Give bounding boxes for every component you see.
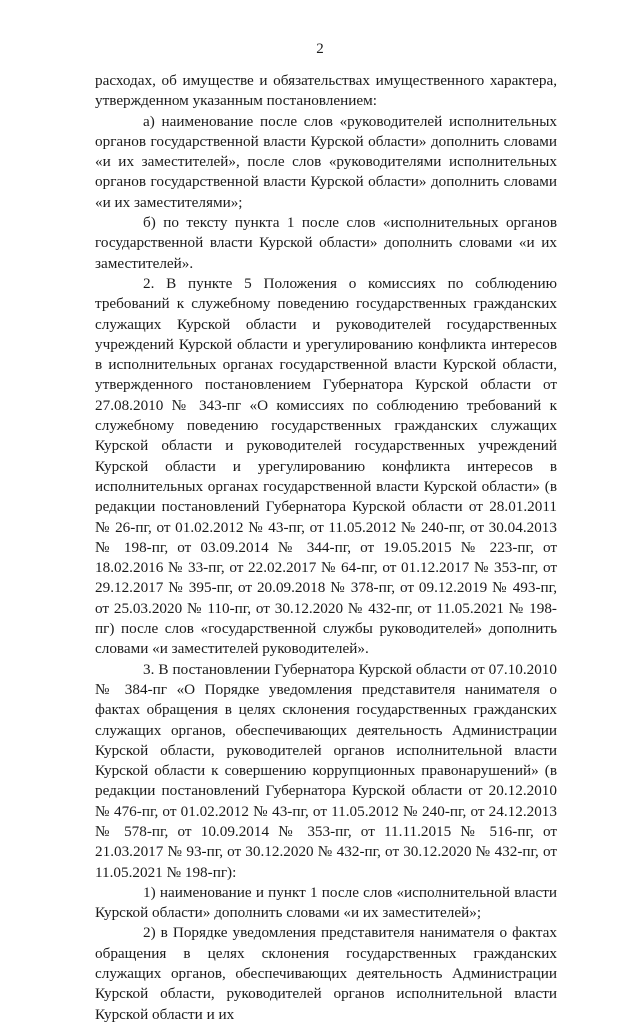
paragraph-subitem-2: 2) в Порядке уведомления представителя нанимателя о фактах обращения в целях склонения государственных гражданских служащих органов, обеспечивающих деятельность Администрации Курской области, руководителей органов исполнительной власти Курской области и их xyxy=(95,924,557,1023)
paragraph-continuation: расходах, об имуществе и обязательствах имущественного характера, утвержденном указанным постановлением: xyxy=(95,72,557,110)
paragraph-item-a: а) наименование после слов «руководителей исполнительных органов государственной власти Курской области» дополнить словами «и их заместителей», после слов «руководителями исполнительных органов государственной власти Курской области» дополнить словами «и их заместителями»; xyxy=(95,112,557,211)
paragraph-subitem-1: 1) наименование и пункт 1 после слов «исполнительной власти Курской области» дополнить словами «и их заместителей»; xyxy=(95,883,557,922)
page-number: 2 xyxy=(316,41,324,57)
paragraph-section-2: 2. В пункте 5 Положения о комиссиях по соблюдению требований к служебному поведению государственных гражданских служащих Курской области и руководителей государственных учреждений Курской области и урегулированию конфликта интересов в исполнительных органах государственной власти Курской области, утвержденного постановлением Губернатора Курской области от 27.08.2010 № 343-пг «О комиссиях по соблюдению требований к служебному поведению государственных гражданских служащих Курской области и руководителей государственных учреждений Курской области и урегулированию конфликта интересов в исполнительных органах государственной власти Курской области» (в редакции постановлений Губернатора Курской области от 28.01.2011 № 26-пг, от 01.02.2012 № 43-пг, от 11.05.2012 № 240-пг, от 30.04.2013 № 198-пг, от 03.09.2014 № 344-пг, от 19.05.2015 № 223-пг, от 18.02.2016 № 33-пг, от 22.02.2017 № 64-пг, от 01.12.2017 № 353-пг, от 29.12.2017 № 395-пг, от 20.09.2018 № 378-пг, от 09.12.2019 № 493-пг, от 25.03.2020 № 110-пг, от 30.12.2020 № 432-пг, от 11.05.2021 № 198-пг) после слов «государственной службы руководителей» дополнить словами «и заместителей руководителей». xyxy=(95,274,557,658)
paragraph-section-3: 3. В постановлении Губернатора Курской области от 07.10.2010 № 384-пг «О Порядке уведомления представителя нанимателя о фактах обращения в целях склонения государственных гражданских служащих органов, обеспечивающих деятельность Администрации Курской области, руководителей органов исполнительной власти Курской области к совершению коррупционных правонарушений» (в редакции постановлений Губернатора Курской области от 20.12.2010 № 476-пг, от 01.02.2012 № 43-пг, от 11.05.2012 № 240-пг, от 24.12.2013 № 578-пг, от 10.09.2014 № 353-пг, от 11.11.2015 № 516-пг, от 21.03.2017 № 93-пг, от 30.12.2020 № 432-пг, от 30.12.2020 № 432-пг, от 11.05.2021 № 198-пг): xyxy=(95,660,557,881)
document-body xyxy=(95,71,557,1025)
paragraph-item-b: б) по тексту пункта 1 после слов «исполнительных органов государственной власти Курской области» дополнить словами «и их заместителей». xyxy=(95,214,557,272)
